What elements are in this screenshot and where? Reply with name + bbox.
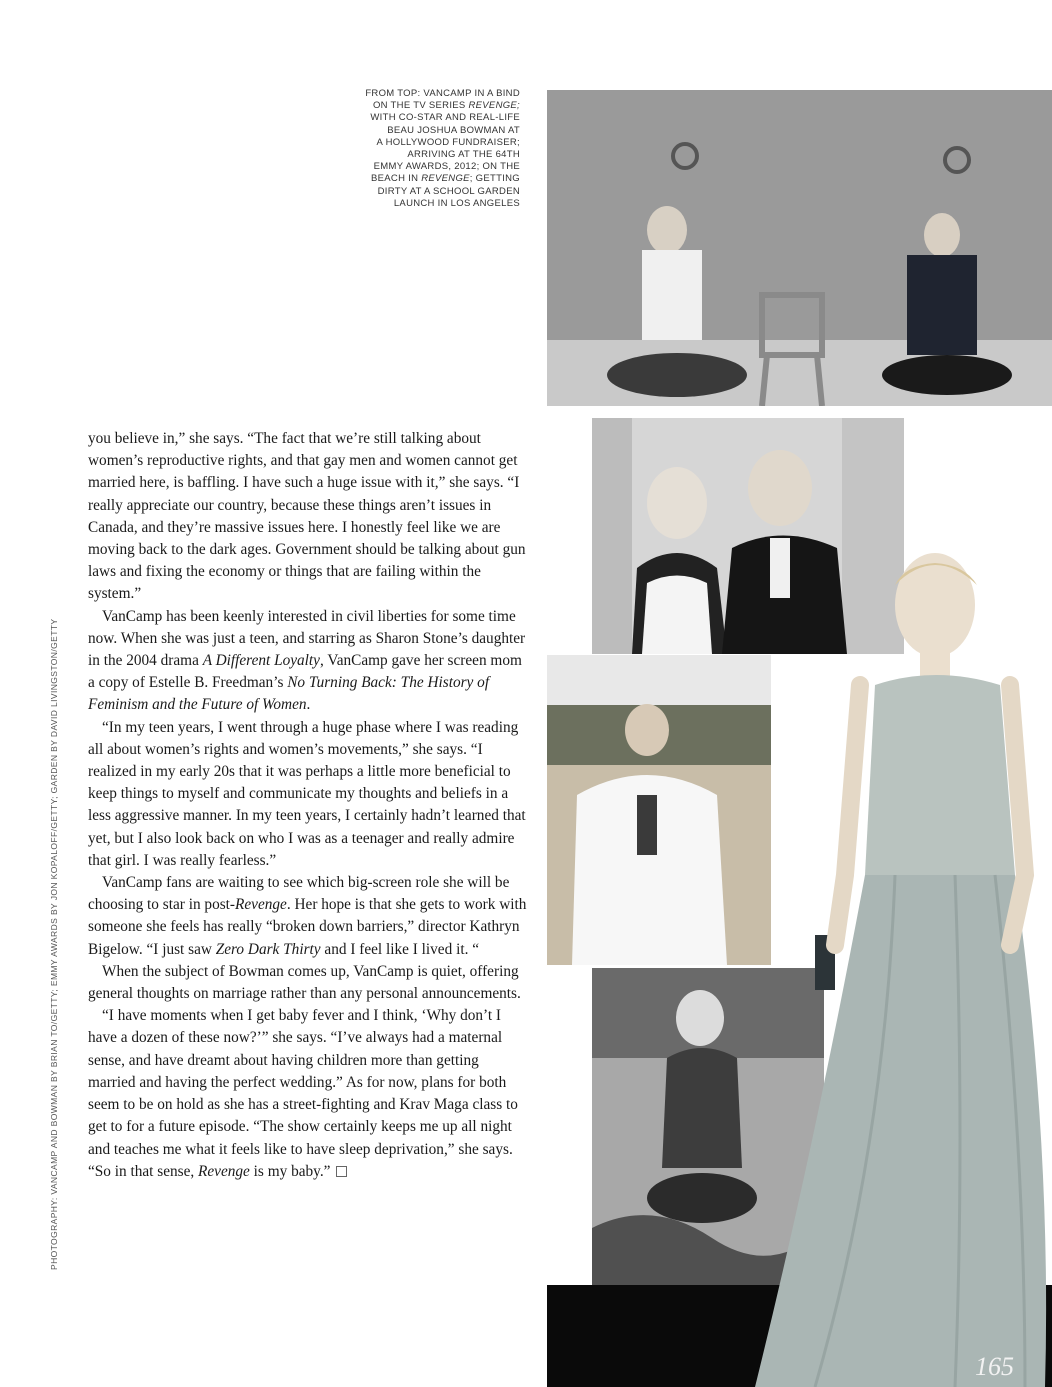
paragraph-text: “I have moments when I get baby fever and I think, ‘Why don’t I have a dozen of these now?’” she says. “I’ve always had a maternal sense, and have dreamt about having children more than getting married and having the perfect wedding.” As for now, plans for both seem to be on hold as she has a street-fighting and Krav Maga class to get to for a future episode. “The show certainly keeps me up all night and teaches me what it feels like to have sleep deprivation,” she says. “So in that sense, xyxy=(88,1007,518,1180)
caption-line-italic: REVENGE; xyxy=(468,100,520,112)
article-body xyxy=(88,428,528,1183)
caption-line: WITH CO-STAR AND REAL-LIFE xyxy=(370,112,520,124)
paragraph-text: When the subject of Bowman comes up, VanCamp is quiet, offering general thoughts on marriage rather than any personal announcements. xyxy=(88,962,521,1003)
paragraph-text: “In my teen years, I went through a huge phase where I was reading all about women’s rights and women’s movements,” she says. “I realized in my early 20s that it was perhaps a little more beneficial to keep things to myself and communicate my thoughts and beliefs in a less aggressive manner. In my teen years, I certainly hadn’t learned that yet, but I also look back on who I was as a teenager and really admire that girl. I was really fearless.” xyxy=(88,718,526,869)
caption-line-italic: REVENGE xyxy=(421,173,470,185)
paragraph-text: . xyxy=(306,696,311,714)
page-number: 165 xyxy=(975,1352,1014,1381)
show-title: Revenge xyxy=(235,896,287,914)
article-paragraph xyxy=(88,428,528,606)
article-paragraph xyxy=(88,1005,528,1183)
paragraph-text: you believe in,” she says. “The fact that we’re still talking about women’s reproductive rights, and that gay men and women cannot get married here, is baffling. I have such a huge issue with it,” she says. “I really appreciate our country, because these things aren’t issues in Canada, and they’re massive issues here. I honestly feel like we are moving back to the dark ages. Government should be talking about gun laws and fixing the economy or things that are failing within the system.” xyxy=(88,430,526,603)
end-mark-icon xyxy=(336,1166,347,1177)
film-title: Zero Dark Thirty xyxy=(215,940,321,958)
paragraph-text: and I feel like I lived it. “ xyxy=(320,940,480,958)
paragraph-text: is my baby.” xyxy=(249,1162,331,1180)
caption-line: EMMY AWARDS, 2012; ON THE xyxy=(373,161,520,173)
photo-credit: PHOTOGRAPHY: VANCAMP AND BOWMAN BY BRIAN TO/GETTY; EMMY AWARDS BY JON KOPALOFF/GETTY; GARDEN BY DAVID LIVINGSTON/GETTY xyxy=(49,618,59,1270)
article-paragraph xyxy=(88,961,528,1005)
photo-beach xyxy=(547,655,771,965)
photo-caption xyxy=(330,88,520,210)
article-paragraph xyxy=(88,872,528,961)
photo-emmy-gown xyxy=(755,545,1052,1387)
show-title: Revenge xyxy=(198,1162,250,1180)
caption-line: BEAU JOSHUA BOWMAN AT xyxy=(387,124,520,136)
paragraph-text: . Her hope is that she gets to work with someone she feels has really “broken down barriers,” director Kathryn Bigelow. “I just saw xyxy=(88,896,527,958)
photo-revenge-scene xyxy=(547,90,1052,406)
paragraph-text: VanCamp fans are waiting to see which big-screen role she will be choosing to star in post- xyxy=(88,874,510,914)
caption-line: DIRTY AT A SCHOOL GARDEN xyxy=(377,185,520,197)
caption-line: ARRIVING AT THE 64TH xyxy=(407,149,520,161)
paragraph-text: VanCamp has been keenly interested in civil liberties for some time now. When she was just a teen, and starring as Sharon Stone’s daughter in the 2004 drama xyxy=(88,607,526,670)
film-title: A Different Loyalty xyxy=(202,652,320,670)
caption-line: A HOLLYWOOD FUNDRAISER; xyxy=(376,136,520,148)
paragraph-text: , VanCamp gave her screen mom a copy of Estelle B. Freedman’s xyxy=(88,652,522,692)
caption-line: FROM TOP: VANCAMP IN A BIND xyxy=(365,88,520,99)
article-paragraph xyxy=(88,717,528,872)
book-title: No Turning Back: The History of Feminism and the Future of Women xyxy=(88,674,490,714)
caption-line: ON THE TV SERIES xyxy=(372,100,469,112)
caption-line: LAUNCH IN LOS ANGELES xyxy=(393,197,520,209)
caption-line: BEACH IN xyxy=(371,173,422,185)
article-paragraph xyxy=(88,606,528,717)
caption-line: ; GETTING xyxy=(469,173,520,185)
